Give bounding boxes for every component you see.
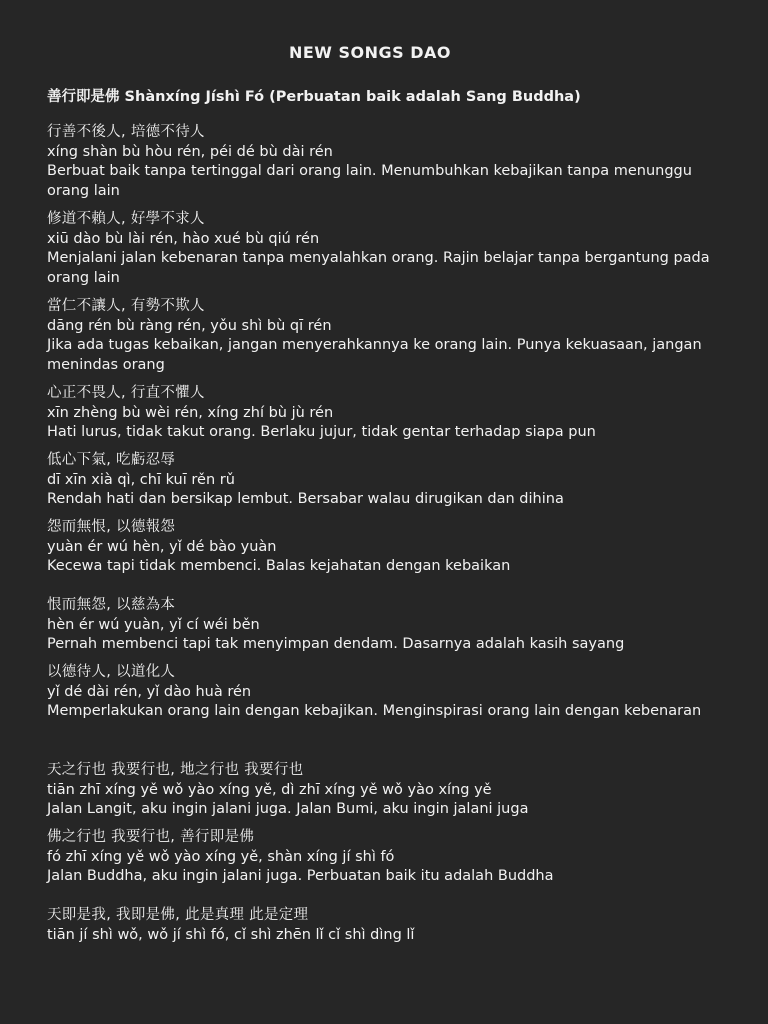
stanza (47, 451, 737, 510)
stanza-translation: Jalan Buddha, aku ingin jalani juga. Perbuatan baik itu adalah Buddha (47, 868, 554, 884)
stanza-hanzi: 以德待人, 以道化人 (47, 664, 176, 680)
stanza-pinyin: fó zhī xíng yě wǒ yào xíng yě, shàn xíng jí shì fó (47, 848, 395, 865)
stanza (47, 518, 737, 577)
stanza-translation: Menjalani jalan kebenaran tanpa menyalahkan orang. Rajin belajar tanpa bergantung pada orang lain (47, 250, 710, 286)
stanza-hanzi: 恨而無怨, 以慈為本 (47, 597, 176, 613)
stanza-hanzi: 修道不賴人, 好學不求人 (47, 211, 205, 227)
stanza (47, 663, 737, 722)
stanza-pinyin: dāng rén bù ràng rén, yǒu shì bù qī rén (47, 317, 332, 334)
stanza (47, 761, 737, 820)
stanza-translation: Kecewa tapi tidak membenci. Balas kejahatan dengan kebaikan (47, 558, 511, 574)
stanza (47, 123, 737, 201)
stanza-hanzi: 佛之行也 我要行也, 善行即是佛 (47, 829, 255, 845)
stanza-hanzi: 當仁不讓人, 有勢不欺人 (47, 298, 205, 314)
stanza (47, 384, 737, 443)
stanza-hanzi: 行善不後人, 培德不待人 (47, 124, 205, 140)
stanza (47, 906, 737, 945)
stanza-pinyin: yuàn ér wú hèn, yǐ dé bào yuàn (47, 538, 277, 555)
stanza-pinyin: xīn zhèng bù wèi rén, xíng zhí bù jù rén (47, 404, 334, 421)
stanza-hanzi: 天之行也 我要行也, 地之行也 我要行也 (47, 762, 304, 778)
document-title: NEW SONGS DAO (288, 43, 452, 62)
stanza-hanzi: 心正不畏人, 行直不懼人 (47, 385, 205, 401)
document-subtitle: 善行即是佛 Shànxíng Jíshì Fó (Perbuatan baik adalah Sang Buddha) (47, 89, 581, 105)
stanza-translation: Memperlakukan orang lain dengan kebajikan. Menginspirasi orang lain dengan kebenaran (47, 703, 702, 719)
stanza-translation: Rendah hati dan bersikap lembut. Bersabar walau dirugikan dan dihina (47, 491, 564, 507)
stanza-translation: Hati lurus, tidak takut orang. Berlaku jujur, tidak gentar terhadap siapa pun (47, 424, 596, 440)
stanza-pinyin: xiū dào bù lài rén, hào xué bù qiú rén (47, 230, 320, 247)
stanza-pinyin: xíng shàn bù hòu rén, péi dé bù dài rén (47, 143, 333, 160)
stanza-pinyin: tiān jí shì wǒ, wǒ jí shì fó, cǐ shì zhēn lǐ cǐ shì dìng lǐ (47, 926, 415, 943)
stanza (47, 297, 737, 375)
stanza (47, 210, 737, 288)
stanza (47, 596, 737, 655)
stanza-pinyin: hèn ér wú yuàn, yǐ cí wéi běn (47, 616, 260, 633)
stanza-translation: Berbuat baik tanpa tertinggal dari orang lain. Menumbuhkan kebajikan tanpa menunggu orang lain (47, 163, 692, 199)
stanza-hanzi: 怨而無恨, 以德報怨 (47, 519, 176, 535)
stanza-translation: Jika ada tugas kebaikan, jangan menyerahkannya ke orang lain. Punya kekuasaan, jangan menindas orang (47, 337, 702, 373)
stanza (47, 828, 737, 887)
stanza-pinyin: tiān zhī xíng yě wǒ yào xíng yě, dì zhī xíng yě wǒ yào xíng yě (47, 781, 492, 798)
stanza-translation: Pernah membenci tapi tak menyimpan dendam. Dasarnya adalah kasih sayang (47, 636, 625, 652)
stanza-pinyin: yǐ dé dài rén, yǐ dào huà rén (47, 683, 252, 700)
stanza-hanzi: 天即是我, 我即是佛, 此是真理 此是定理 (47, 907, 309, 923)
stanza-hanzi: 低心下氣, 吃虧忍辱 (47, 452, 176, 468)
stanza-pinyin: dī xīn xià qì, chī kuī rěn rǔ (47, 471, 235, 488)
stanza-translation: Jalan Langit, aku ingin jalani juga. Jalan Bumi, aku ingin jalani juga (47, 801, 529, 817)
